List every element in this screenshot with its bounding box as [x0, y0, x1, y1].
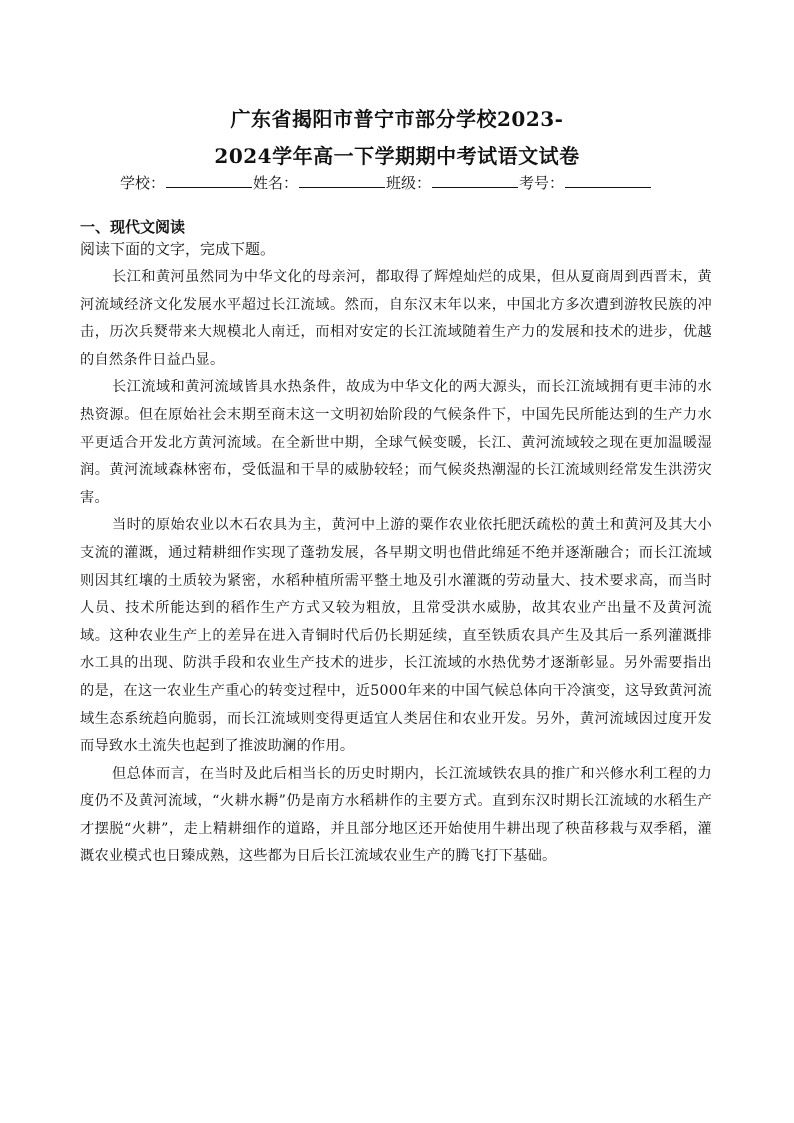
passage-paragraph-3: 当时的原始农业以木石农具为主，黄河中上游的粟作农业依托肥沃疏松的黄土和黄河及其大小支流的灌溉，通过精耕细作实现了蓬勃发展，各早期文明也借此绵延不绝并逐渐融合；而长江流域则因其红壤的土质较为紧密，水稻种植所需平整土地及引水灌溉的劳动量大、技术要求高，而当时人员、技术所能达到的稻作生产方式又较为粗放，且常受洪水威胁，故其农业产出量不及黄河流域。这种农业生产上的差异在进入青铜时代后仍长期延续，直至铁质农具产生及其后一系列灌溉排水工具的出现、防洪手段和农业生产技术的进步，长江流域的水热优势才逐渐彰显。另外需要指出的是，在这一农业生产重心的转变过程中，近5000年来的中国气候总体向干冷演变，这导致黄河流域生态系统趋向脆弱，而长江流域则变得更适宜人类居住和农业开发。另外，黄河流域因过度开发而导致水土流失也起到了推波助澜的作用。 — [80, 517, 712, 755]
class-label: 班级： — [386, 174, 432, 192]
reading-passage — [80, 264, 712, 871]
name-field — [253, 172, 386, 193]
passage-paragraph-4: 但总体而言，在当时及此后相当长的历史时期内，长江流域铁农具的推广和兴修水利工程的力度仍不及黄河流域，“火耕水耨”仍是南方水稻耕作的主要方式。直到东汉时期长江流域的水稻生产才摆脱“火耕”，走上精耕细作的道路，并且部分地区还开始使用牛耕出现了秧苗移栽与双季稻，灌溉农业模式也日臻成熟，这些都为日后长江流域农业生产的腾飞打下基础。 — [80, 765, 712, 865]
name-blank[interactable] — [299, 173, 385, 188]
passage-paragraph-2: 长江流域和黄河流域皆具水热条件，故成为中华文化的两大源头，而长江流域拥有更丰沛的水热资源。但在原始社会末期至商末这一文明初始阶段的气候条件下，中国先民所能达到的生产力水平更适合开发北方黄河流域。在全新世中期，全球气候变暖，长江、黄河流域较之现在更加温暖湿润。黄河流域森林密布，受低温和干旱的威胁较轻；而气候炎热潮湿的长江流域则经常发生洪涝灾害。 — [80, 379, 712, 506]
exam-number-blank[interactable] — [565, 173, 651, 188]
name-label: 姓名： — [253, 174, 299, 192]
school-blank[interactable] — [166, 173, 252, 188]
class-blank[interactable] — [432, 173, 518, 188]
school-field — [120, 172, 253, 193]
passage-paragraph-1: 长江和黄河虽然同为中华文化的母亲河，都取得了辉煌灿烂的成果，但从夏商周到西晋末，黄河流域经济文化发展水平超过长江流域。然而，自东汉末年以来，中国北方多次遭到游牧民族的冲击，历次兵燹带来大规模北人南迁，而相对安定的长江流域随着生产力的发展和技术的进步，优越的自然条件日益凸显。 — [80, 269, 712, 368]
exam-title-line-1: 广东省揭阳市普宁市部分学校2023- — [230, 107, 564, 131]
reading-instruction: 阅读下面的文字，完成下题。 — [80, 240, 276, 258]
section-heading: 一、现代文阅读 — [80, 218, 186, 236]
school-label: 学校： — [120, 174, 166, 192]
exam-number-field — [519, 172, 652, 193]
class-field — [386, 172, 519, 193]
exam-title-line-2: 2024学年高一下学期期中考试语文试卷 — [214, 144, 580, 168]
student-info-row — [120, 172, 680, 193]
exam-number-label: 考号： — [519, 174, 565, 192]
